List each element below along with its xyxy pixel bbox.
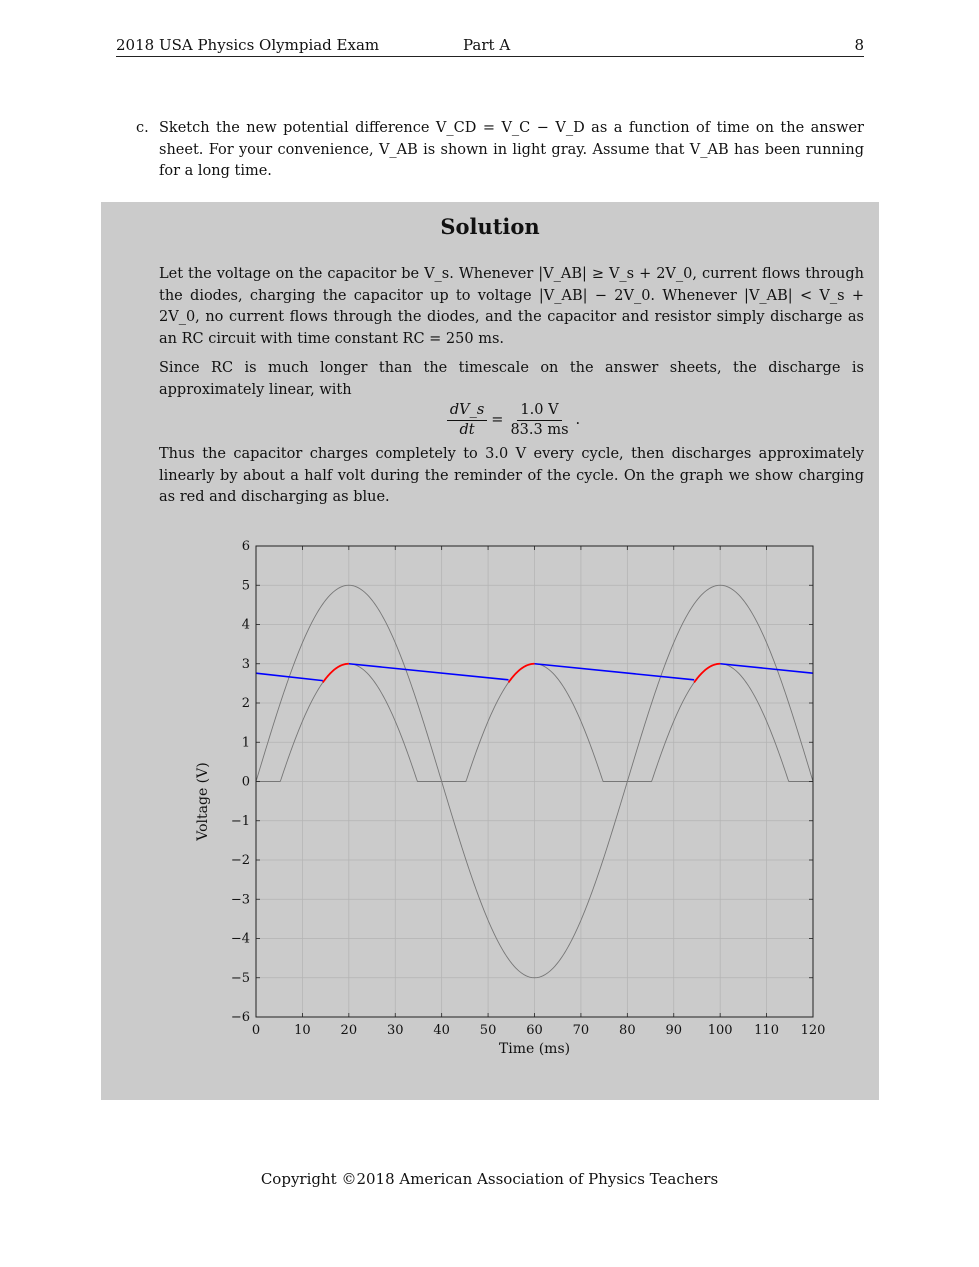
x-tick-label: 50: [479, 1023, 497, 1038]
x-axis-label: Time (ms): [498, 1041, 571, 1057]
x-tick-label: 110: [754, 1023, 779, 1038]
equation-period: .: [575, 411, 581, 428]
equation-lhs: [447, 401, 487, 440]
y-tick-label: 4: [241, 617, 250, 633]
equation-rhs-denominator: 83.3 ms: [510, 422, 569, 438]
y-axis-label: Voltage (V): [195, 762, 211, 841]
equation-lhs-numerator: dV_s: [447, 401, 487, 421]
y-tick-label: −5: [230, 970, 250, 986]
voltage-chart-svg: [101, 522, 879, 1082]
solution-paragraph-2: Since RC is much longer than the timescale on the answer sheets, the discharge is approximately linear, with: [159, 360, 864, 398]
solution-box: [101, 202, 879, 1100]
y-tick-label: −6: [230, 1010, 250, 1025]
voltage-chart: [101, 522, 879, 1086]
x-tick-label: 10: [294, 1023, 311, 1038]
discharge-equation: [159, 401, 864, 440]
y-tick-label: −4: [230, 931, 250, 947]
y-tick-label: 3: [241, 656, 250, 672]
x-tick-label: 80: [619, 1023, 636, 1038]
x-tick-label: 30: [386, 1023, 404, 1038]
question-text: Sketch the new potential difference V_CD = V_C − V_D as a function of time on the answer sheet. For your convenience, V_AB is shown in light gray. Assume that V_AB has been running for a long time.: [159, 120, 864, 179]
x-tick-label: 0: [251, 1023, 261, 1038]
x-tick-label: 90: [665, 1023, 683, 1038]
y-tick-label: −3: [230, 892, 250, 908]
solution-body: [159, 264, 864, 517]
solution-paragraph-1: Let the voltage on the capacitor be V_s. Whenever |V_AB| ≥ V_s + 2V_0, current flows through the diodes, charging the capacitor up to voltage |V_AB| − 2V_0. Whenever |V_AB| < V_s + 2V_0, no current flows through the diodes, and the capacitor and resistor simply discharge as an RC circuit with time constant RC = 250 ms.: [159, 266, 864, 347]
solution-paragraph-3: Thus the capacitor charges completely to 3.0 V every cycle, then discharges approximately linearly by about a half volt during the reminder of the cycle. On the graph we show charging as red and discharging as blue.: [159, 446, 864, 505]
equation-lhs-denominator: dt: [459, 422, 475, 438]
y-tick-label: −2: [230, 853, 250, 868]
y-tick-label: 0: [241, 774, 250, 790]
y-tick-label: 2: [241, 696, 250, 711]
x-tick-label: 100: [707, 1023, 733, 1038]
y-tick-label: 5: [241, 578, 250, 594]
exam-title: 2018 USA Physics Olympiad Exam: [116, 36, 380, 54]
x-tick-label: 60: [526, 1023, 543, 1038]
x-tick-label: 70: [572, 1023, 590, 1038]
equation-rhs-numerator: 1.0 V: [517, 401, 561, 421]
equals-sign: =: [491, 411, 504, 428]
copyright-footer: Copyright ©2018 American Association of Physics Teachers: [260, 1170, 719, 1188]
equation-rhs: [507, 401, 571, 440]
page-header: [116, 36, 864, 57]
question-label: c.: [136, 120, 149, 136]
page-number: 8: [854, 36, 864, 54]
x-tick-label: 40: [433, 1023, 450, 1038]
y-tick-label: 6: [241, 539, 250, 554]
question-c: [136, 118, 864, 183]
y-tick-label: 1: [241, 735, 250, 751]
y-tick-label: −1: [230, 813, 250, 829]
solution-title: Solution: [440, 214, 540, 239]
x-tick-label: 120: [800, 1023, 826, 1038]
exam-part: Part A: [463, 36, 511, 54]
x-tick-label: 20: [340, 1023, 358, 1038]
